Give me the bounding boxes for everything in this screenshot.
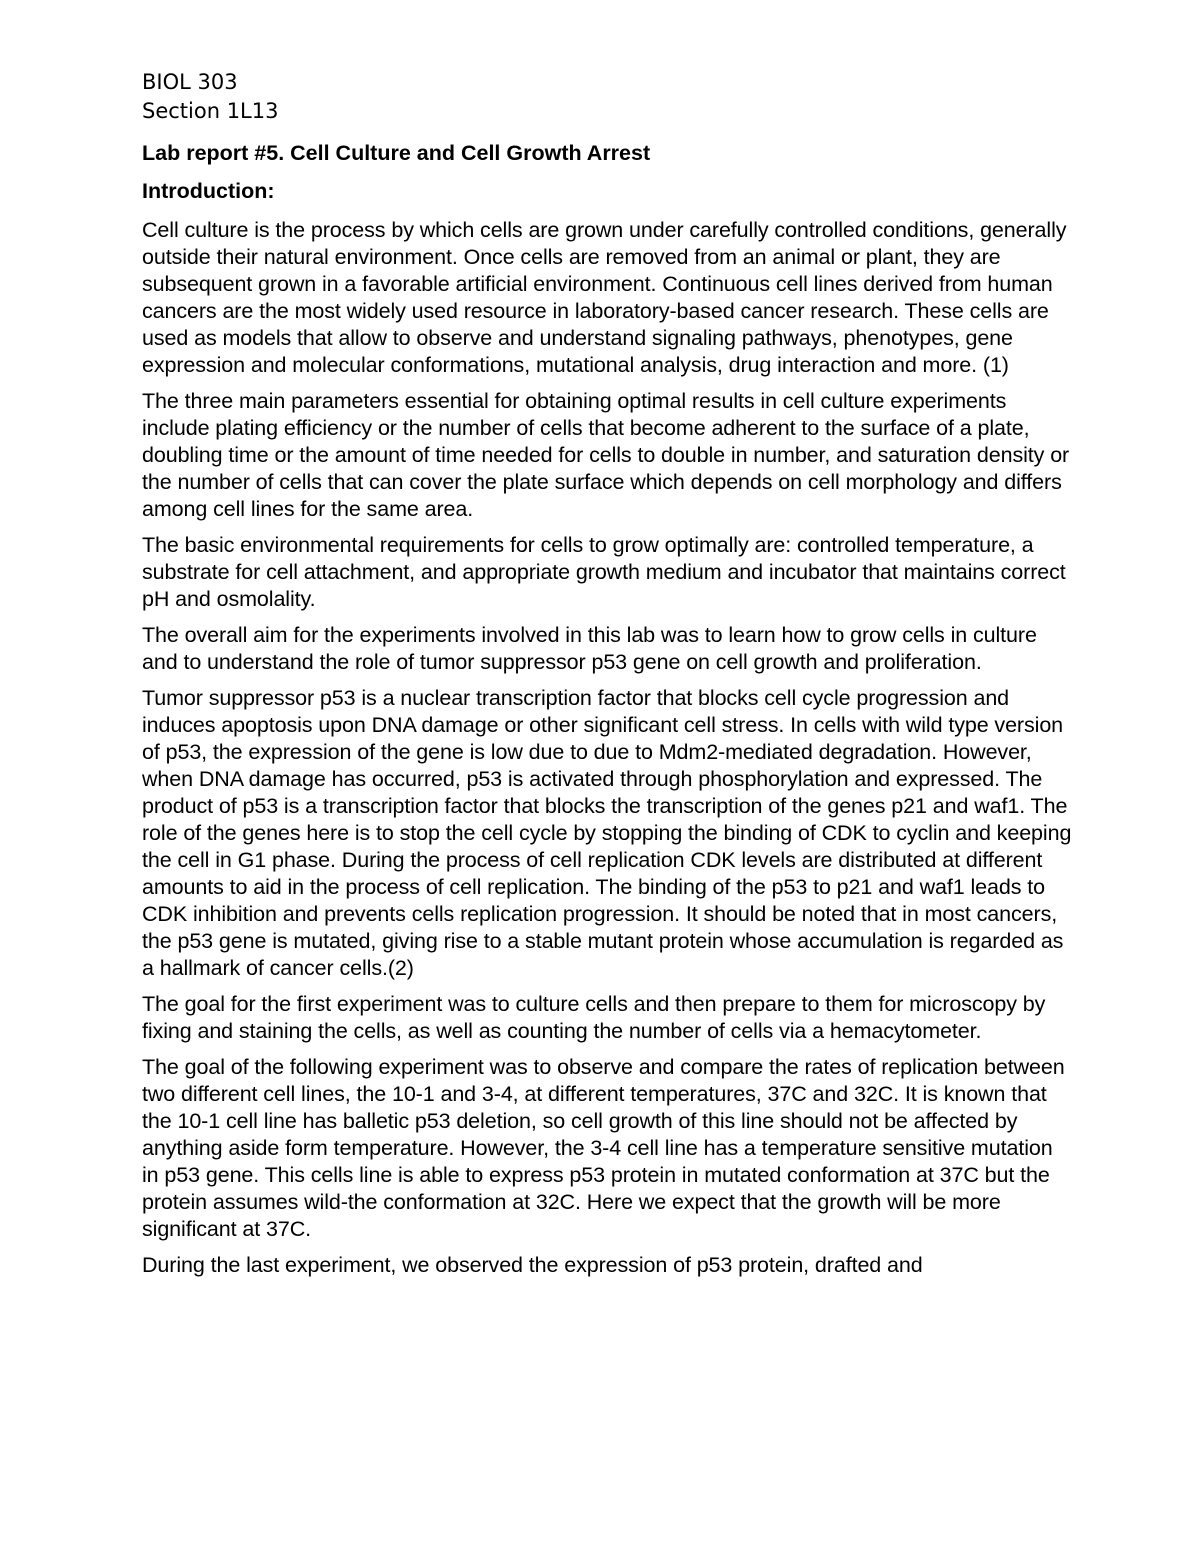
course-code: BIOL 303 <box>142 70 238 94</box>
paragraph-p53: Tumor suppressor p53 is a nuclear transcription factor that blocks cell cycle progression and induces apoptosis upon DNA damage or other significant cell stress. In cells with wild type version of p53, the expression of the gene is low due to due to Mdm2-mediated degradation. However, when DNA damage has occurred, p53 is activated through phosphorylation and expressed. The product of p53 is a transcription factor that blocks the transcription of the genes p21 and waf1. The role of the genes here is to stop the cell cycle by stopping the binding of CDK to cyclin and keeping the cell in G1 phase. During the process of cell replication CDK levels are distributed at different amounts to aid in the process of cell replication. The binding of the p53 to p21 and waf1 leads to CDK inhibition and prevents cells replication progression. It should be noted that in most cancers, the p53 gene is mutated, giving rise to a stable mutant protein whose accumulation is regarded as a hallmark of cancer cells.(2) <box>142 686 1072 980</box>
paragraph-overall-aim: The overall aim for the experiments involved in this lab was to learn how to grow cells in culture and to understand the role of tumor suppressor p53 gene on cell growth and proliferation. <box>142 623 1037 674</box>
report-title: Lab report #5. Cell Culture and Cell Growth Arrest <box>142 141 651 165</box>
introduction-heading: Introduction: <box>142 179 275 203</box>
paragraph-last-experiment: During the last experiment, we observed the expression of p53 protein, drafted and <box>142 1253 923 1277</box>
paragraph-requirements: The basic environmental requirements for cells to grow optimally are: controlled temperature, a substrate for cell attachment, and appropriate growth medium and incubator that maintains correct pH and osmolality. <box>142 533 1066 611</box>
paragraph-parameters: The three main parameters essential for obtaining optimal results in cell culture experiments include plating efficiency or the number of cells that become adherent to the surface of a plate, doubling time or the amount of time needed for cells to double in number, and saturation density or the number of cells that can cover the plate surface which depends on cell morphology and differs among cell lines for the same area. <box>142 389 1070 521</box>
paragraph-cell-culture: Cell culture is the process by which cells are grown under carefully controlled conditions, generally outside their natural environment. Once cells are removed from an animal or plant, they are subsequent grown in a favorable artificial environment. Continuous cell lines derived from human cancers are the most widely used resource in laboratory-based cancer research. These cells are used as models that allow to observe and understand signaling pathways, phenotypes, gene expression and molecular conformations, mutational analysis, drug interaction and more. (1) <box>142 218 1067 377</box>
section-number: Section 1L13 <box>142 99 279 123</box>
paragraph-second-experiment: The goal of the following experiment was to observe and compare the rates of replication between two different cell lines, the 10-1 and 3-4, at different temperatures, 37C and 32C. It is known that the 10-1 cell line has balletic p53 deletion, so cell growth of this line should not be affected by anything aside form temperature. However, the 3-4 cell line has a temperature sensitive mutation in p53 gene. This cells line is able to express p53 protein in mutated conformation at 37C but the protein assumes wild-the conformation at 32C. Here we expect that the growth will be more significant at 37C. <box>142 1055 1065 1241</box>
paragraph-first-experiment: The goal for the first experiment was to culture cells and then prepare to them for microscopy by fixing and staining the cells, as well as counting the number of cells via a hemacytometer. <box>142 992 1046 1043</box>
document-page <box>142 68 1072 1279</box>
